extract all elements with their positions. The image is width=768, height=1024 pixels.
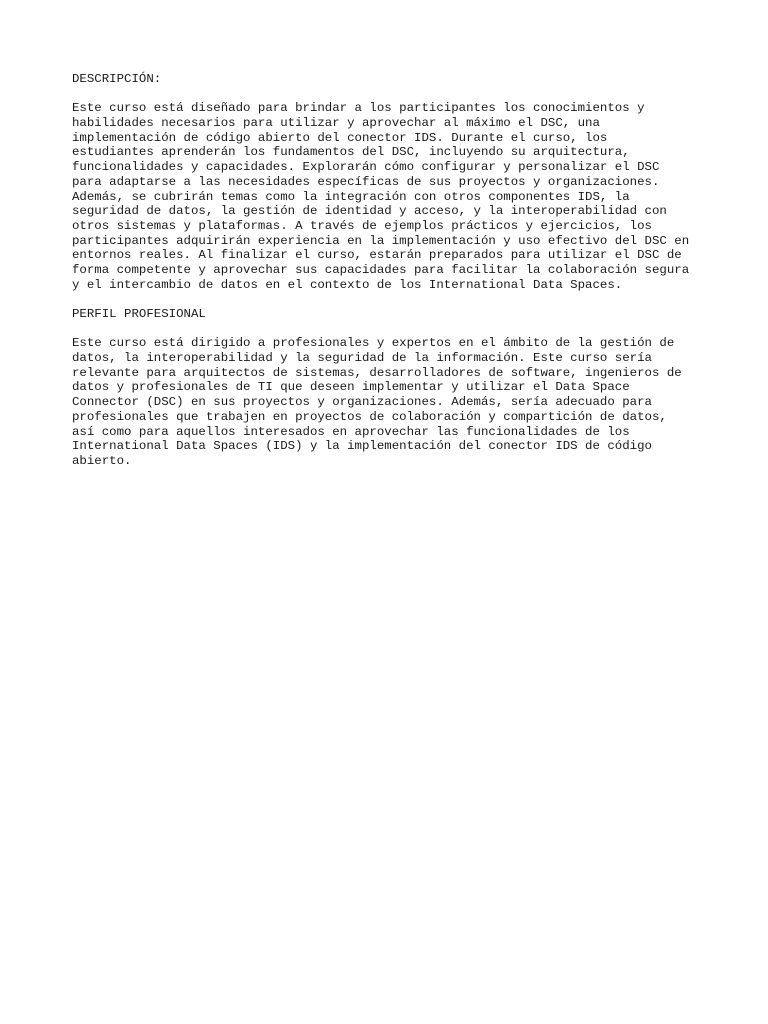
paragraph-line: y el intercambio de datos en el contexto de los International Data Spaces.: [72, 277, 623, 292]
spacer: [72, 292, 712, 307]
paragraph-perfil-profesional: [72, 336, 712, 468]
spacer: [72, 87, 712, 102]
paragraph-line: estudiantes aprenderán los fundamentos del DSC, incluyendo su arquitectura,: [72, 145, 630, 160]
paragraph-line: profesionales que trabajen en proyectos de colaboración y compartición de datos,: [72, 409, 667, 424]
document-page: [72, 72, 712, 469]
paragraph-line: habilidades necesarios para utilizar y aprovechar al máximo el DSC, una: [72, 116, 600, 131]
paragraph-line: para adaptarse a las necesidades específicas de sus proyectos y organizaciones.: [72, 174, 660, 189]
paragraph-line: Además, se cubrirán temas como la integración con otros componentes IDS, la: [72, 189, 630, 204]
paragraph-line: relevante para arquitectos de sistemas, desarrolladores de software, ingenieros de: [72, 365, 682, 380]
paragraph-line: forma competente y aprovechar sus capacidades para facilitar la colaboración segura: [72, 262, 690, 277]
section-heading-perfil-profesional: PERFIL PROFESIONAL: [72, 307, 206, 321]
paragraph-line: participantes adquirirán experiencia en la implementación y uso efectivo del DSC en: [72, 233, 690, 248]
section-heading-descripcion: DESCRIPCIÓN:: [72, 72, 162, 86]
paragraph-descripcion: [72, 101, 712, 292]
paragraph-line: datos y profesionales de TI que deseen implementar y utilizar el Data Space: [72, 380, 630, 395]
paragraph-line: International Data Spaces (IDS) y la implementación del conector IDS de código: [72, 439, 652, 454]
paragraph-line: Connector (DSC) en sus proyectos y organizaciones. Además, sería adecuado para: [72, 395, 652, 410]
section-descripcion: [72, 72, 712, 292]
spacer: [72, 322, 712, 337]
paragraph-line: Este curso está diseñado para brindar a los participantes los conocimientos y: [72, 101, 645, 116]
paragraph-line: funcionalidades y capacidades. Explorarán cómo configurar y personalizar el DSC: [72, 160, 660, 175]
paragraph-line: Este curso está dirigido a profesionales y expertos en el ámbito de la gestión de: [72, 336, 675, 351]
paragraph-line: seguridad de datos, la gestión de identidad y acceso, y la interoperabilidad con: [72, 204, 667, 219]
paragraph-line: entornos reales. Al finalizar el curso, estarán preparados para utilizar el DSC de: [72, 248, 682, 263]
paragraph-line: así como para aquellos interesados en aprovechar las funcionalidades de los: [72, 424, 630, 439]
paragraph-line: otros sistemas y plataformas. A través de ejemplos prácticos y ejercicios, los: [72, 218, 652, 233]
paragraph-line: abierto.: [72, 453, 132, 468]
paragraph-line: datos, la interoperabilidad y la seguridad de la información. Este curso sería: [72, 351, 652, 366]
paragraph-line: implementación de código abierto del conector IDS. Durante el curso, los: [72, 130, 608, 145]
section-perfil-profesional: [72, 307, 712, 469]
